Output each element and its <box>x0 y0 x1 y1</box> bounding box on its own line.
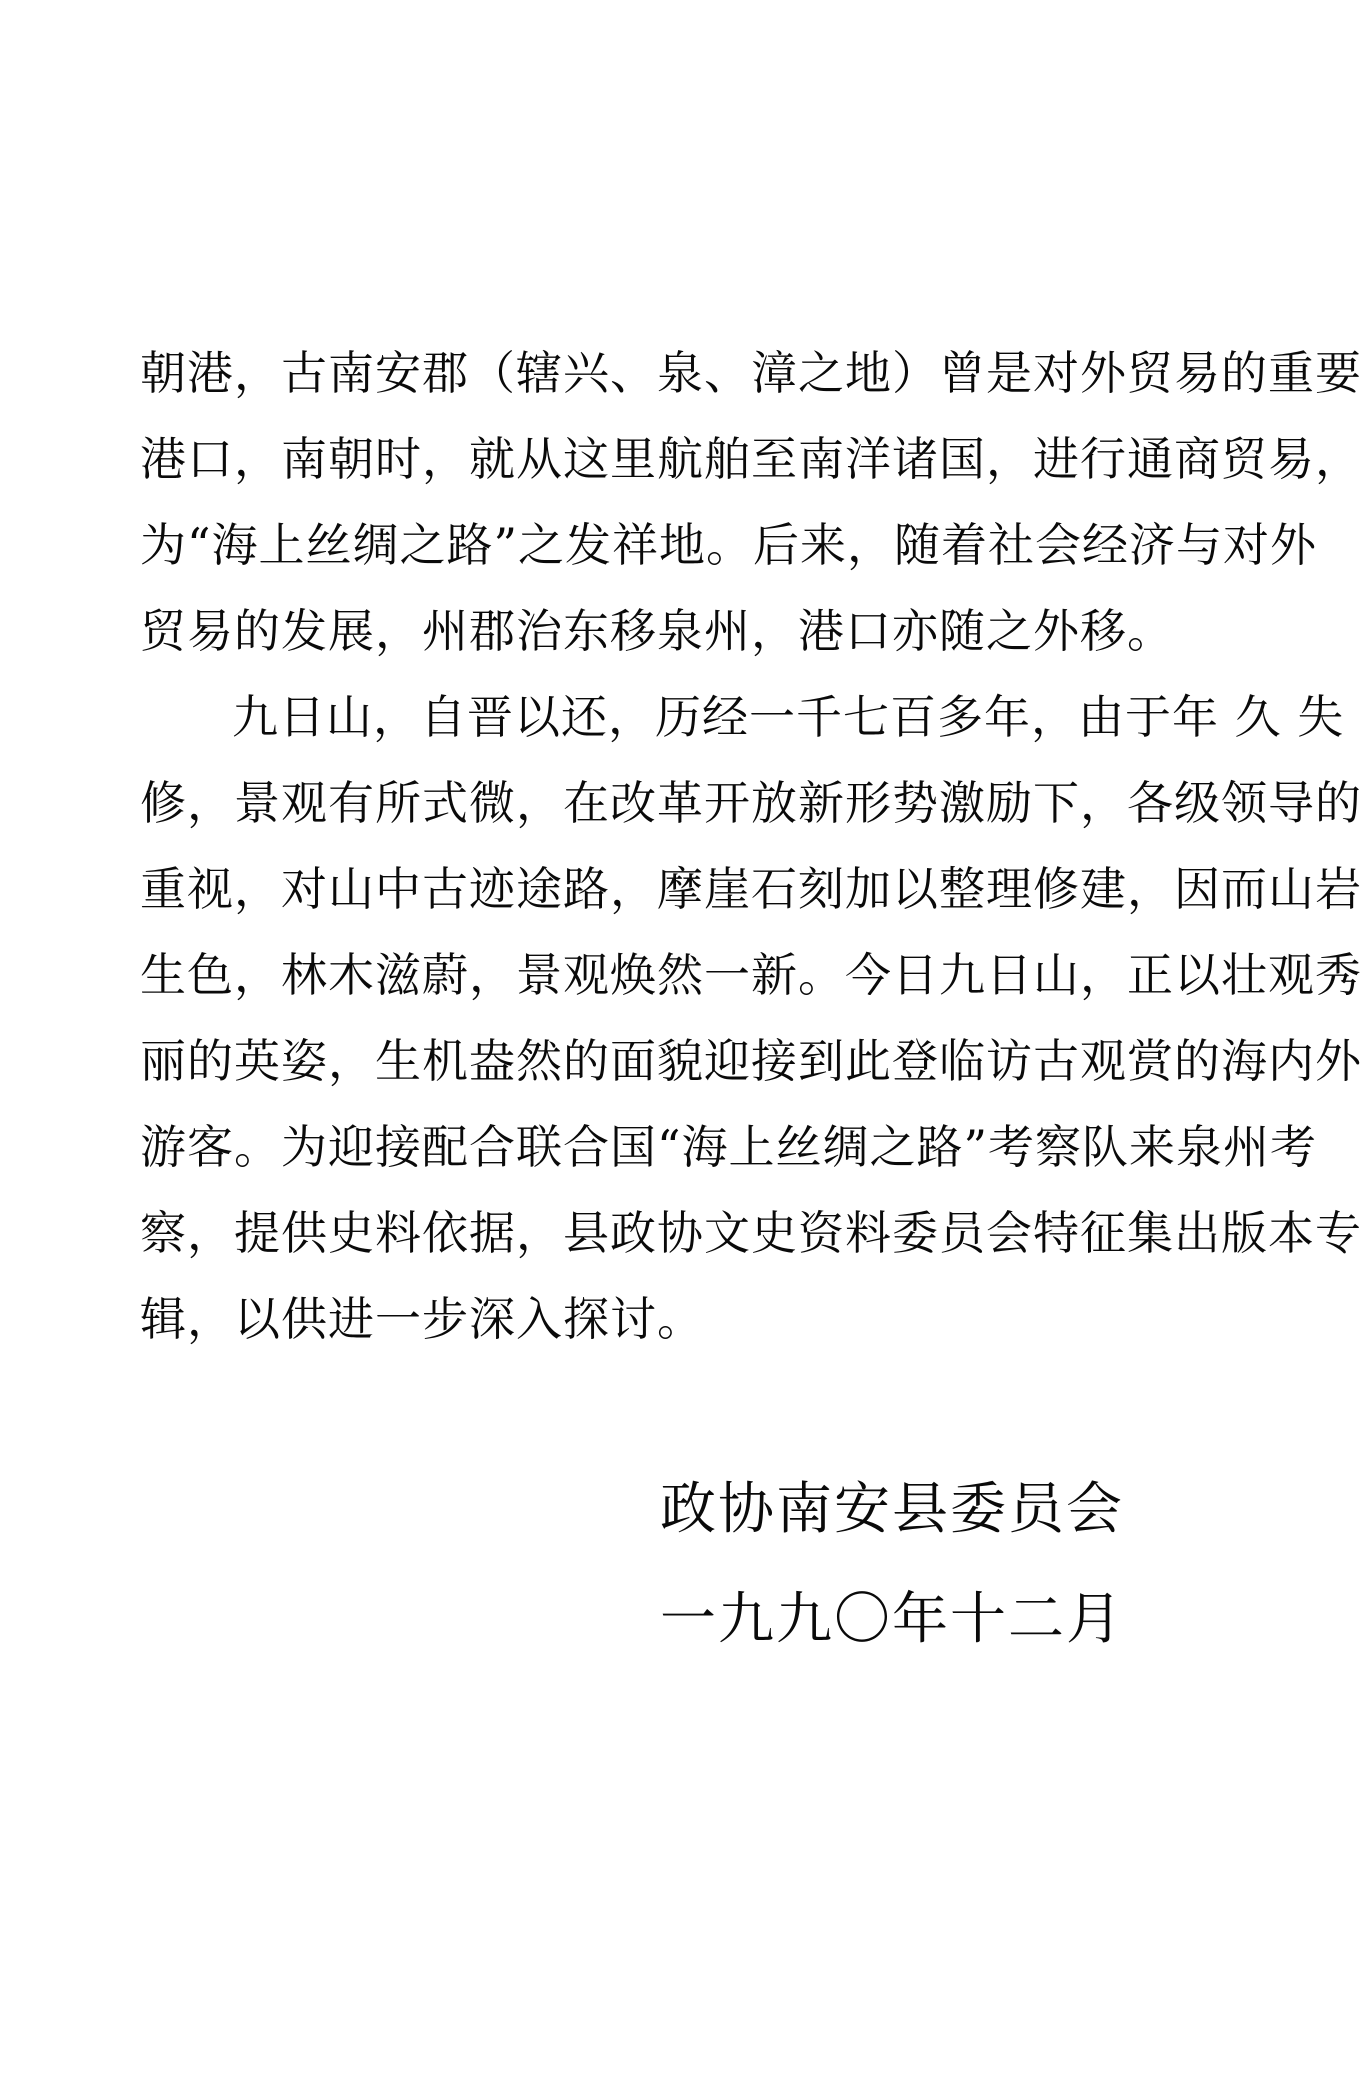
signature-organization: 政协南安县委员会 <box>660 1477 1124 1542</box>
paragraph-2 <box>140 674 1362 1362</box>
paragraph-line: 丽的英姿，生机盎然的面貌迎接到此登临访古观赏的海内外 <box>140 1034 1362 1088</box>
signature-block <box>660 1455 1220 1675</box>
body-text <box>140 330 1362 1362</box>
paragraph-line: 朝港，古南安郡（辖兴、泉、漳之地）曾是对外贸易的重要 <box>140 346 1362 400</box>
paragraph-line: 辑，以供进一步深入探讨。 <box>140 1292 704 1346</box>
paragraph-line: 察，提供史料依据，县政协文史资料委员会特征集出版本专 <box>140 1206 1362 1260</box>
paragraph-line: 贸易的发展，州郡治东移泉州，港口亦随之外移。 <box>140 604 1174 658</box>
paragraph-line: 为“海上丝绸之路”之发祥地。后来，随着社会经济与对外 <box>140 518 1318 572</box>
paragraph-1 <box>140 330 1362 674</box>
paragraph-line: 重视，对山中古迹途路，摩崖石刻加以整理修建，因而山岩 <box>140 862 1362 916</box>
paragraph-line: 生色，林木滋蔚，景观焕然一新。今日九日山，正以壮观秀 <box>140 948 1362 1002</box>
signature-date: 一九九〇年十二月 <box>660 1587 1124 1652</box>
paragraph-line: 九日山，自晋以还，历经一千七百多年，由于年 久 失 <box>232 690 1345 744</box>
paragraph-line: 游客。为迎接配合联合国“海上丝绸之路”考察队来泉州考 <box>140 1120 1318 1174</box>
paragraph-line: 修，景观有所式微，在改革开放新形势激励下，各级领导的 <box>140 776 1362 830</box>
paragraph-line: 港口，南朝时，就从这里航舶至南洋诸国，进行通商贸易， <box>140 432 1362 486</box>
